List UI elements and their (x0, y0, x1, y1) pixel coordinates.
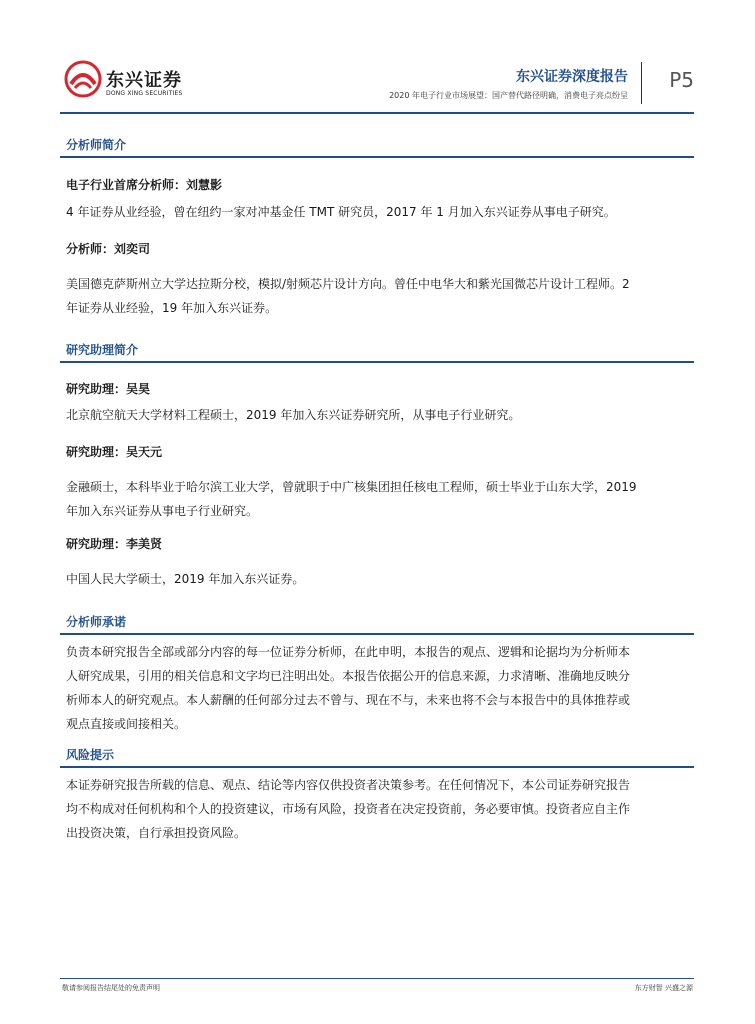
assistant-bio: 中国人民大学硕士，2019 年加入东兴证券。 (66, 572, 305, 586)
commitment-line: 观点直接或间接相关。 (66, 717, 187, 731)
report-title: 东兴证券深度报告 (516, 69, 628, 85)
footer-slogan: 东方财智 兴盛之源 (634, 984, 693, 992)
logo-mark-icon (64, 60, 102, 98)
analyst-name: 分析师：刘奕司 (66, 242, 151, 256)
risk-line: 本证券研究报告所载的信息、观点、结论等内容仅供投资者决策参考。在任何情况下，本公司证券研究报告 (66, 778, 631, 792)
analyst-name: 电子行业首席分析师：刘慧影 (66, 178, 223, 192)
header-rule (60, 112, 694, 114)
risk-line: 均不构成对任何机构和个人的投资建议，市场有风险，投资者在决定投资前，务必要审慎。投资者应自主作 (66, 802, 631, 816)
footer-disclaimer-note: 敬请参阅报告结尾处的免责声明 (62, 984, 160, 992)
analyst-bio: 4 年证券从业经验，曾在纽约一家对冲基金任 TMT 研究员，2017 年 1 月加入东兴证券从事电子研究。 (66, 205, 616, 219)
section-rule (60, 766, 694, 768)
section-rule (60, 633, 694, 635)
company-logo (64, 60, 194, 104)
section-title: 分析师简介 (66, 138, 127, 152)
risk-line: 出投资决策，自行承担投资风险。 (66, 826, 247, 840)
assistant-bio: 北京航空航天大学材料工程硕士，2019 年加入东兴证券研究所，从事电子行业研究。 (66, 408, 521, 422)
assistant-name: 研究助理：吴昊 (66, 382, 151, 396)
section-rule (60, 156, 694, 158)
commitment-line: 人研究成果，引用的相关信息和文字均已注明出处。本报告依据公开的信息来源，力求清晰、准确地反映分 (66, 669, 631, 683)
section-rule (60, 361, 694, 363)
assistant-name: 研究助理：吴天元 (66, 445, 163, 459)
logo-english-text: DONG XING SECURITIES (106, 90, 183, 97)
section-title: 分析师承诺 (66, 615, 127, 629)
analyst-bio-line: 美国德克萨斯州立大学达拉斯分校，模拟/射频芯片设计方向。曾任中电华大和紫光国微芯片设计工程师。2 (66, 277, 630, 291)
assistant-name: 研究助理：李美贤 (66, 537, 163, 551)
page-header (60, 58, 694, 114)
header-divider (641, 62, 642, 104)
logo-text: 东兴证券 (106, 70, 182, 91)
assistant-bio-line: 金融硕士，本科毕业于哈尔滨工业大学，曾就职于中广核集团担任核电工程师，硕士毕业于山东大学，2019 (66, 480, 637, 494)
section-title: 研究助理简介 (66, 343, 139, 357)
section-title: 风险提示 (66, 748, 115, 762)
report-subtitle: 2020 年电子行业市场展望：国产替代路径明确，消费电子亮点纷呈 (389, 91, 628, 100)
assistant-bio-line: 年加入东兴证券从事电子行业研究。 (66, 504, 259, 518)
footer-rule (60, 978, 694, 979)
page-number: P5 (669, 68, 694, 92)
commitment-line: 析师本人的研究观点。本人薪酬的任何部分过去不曾与、现在不与，未来也将不会与本报告中的具体推荐或 (66, 693, 631, 707)
analyst-bio-line: 年证券从业经验，19 年加入东兴证券。 (66, 301, 278, 315)
commitment-line: 负责本研究报告全部或部分内容的每一位证券分析师，在此申明，本报告的观点、逻辑和论据均为分析师本 (66, 645, 631, 659)
